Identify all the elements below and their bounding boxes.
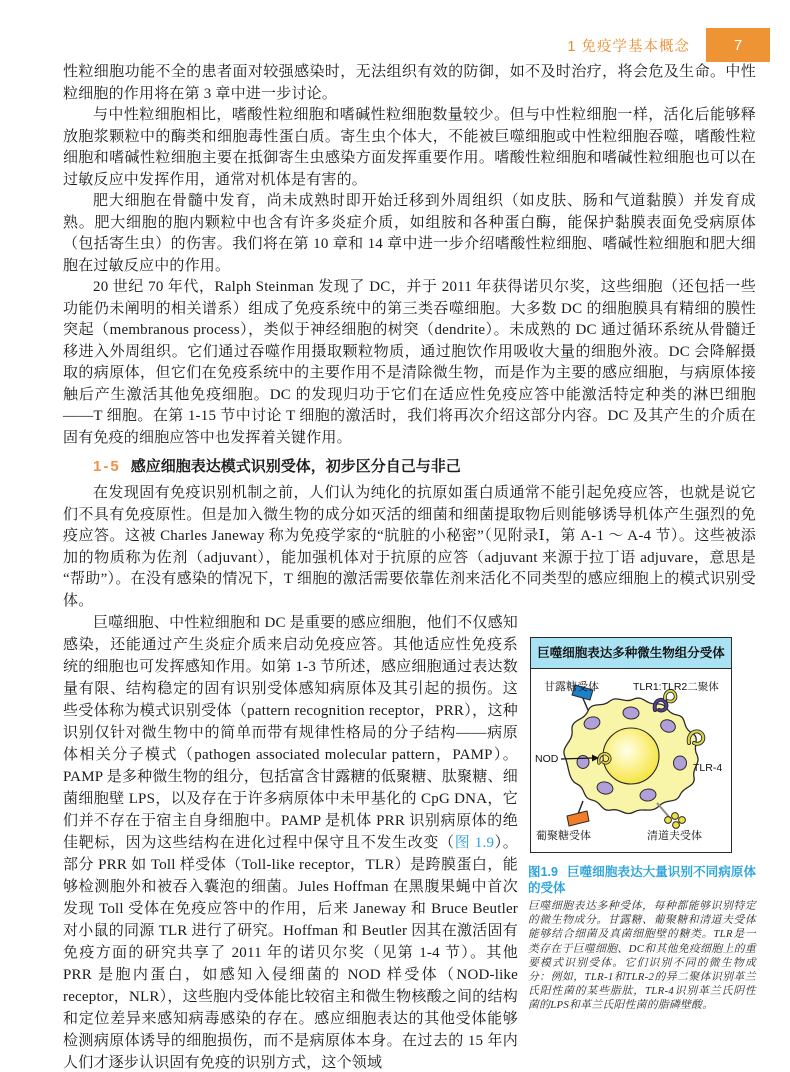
text-column (63, 612, 518, 1072)
scavenger-receptor-label: 清道夫受体 (647, 830, 702, 842)
figure-1-9-panel (530, 637, 732, 853)
nod-label: NOD (535, 753, 559, 765)
running-head (567, 28, 770, 62)
body-paragraph-5: 在发现固有免疫识别机制之前，人们认为纯化的抗原如蛋白质通常不能引起免疫应答，也就是说它们不具有免疫原性。但是加入微生物的成分如灭活的细菌和细菌提取物后则能够诱导机体产生强烈的免疫应答。这被 Charles Janeway 称为免疫学家的“肮脏的小秘密”（见附录Ⅰ，第 A-1 ～ A-4 节）。这些被添加的物质称为佐剂（adjuvant），能加强机体对于抗原的应答（adjuvant 来源于拉丁语 adjuvare，意思是“帮助”）。在没有感染的情况下，T 细胞的激活需要依靠佐剂来活化不同类型的感应细胞上的模式识别受体。 (63, 485, 756, 609)
page-content (63, 62, 756, 1072)
dextran-receptor-icon (567, 801, 589, 826)
figure-1-9-crossref-link[interactable]: 图 1.9 (454, 835, 495, 851)
tlr4-label: TLR-4 (693, 762, 723, 774)
body-paragraph-1: 性粒细胞功能不全的患者面对较强感染时，无法组织有效的防御，如不及时治疗，将会危及生命。中性粒细胞的作用将在第 3 章中进一步讨论。 (63, 64, 756, 102)
body-paragraph-3: 肥大细胞在骨髓中发育，尚未成熟时即开始迁移到外周组织（如皮肤、肠和气道黏膜）并发育成熟。肥大细胞的胞内颗粒中也含有许多炎症介质，如组胺和各种蛋白酶，能保护黏膜表面免受病原体（包括寄生虫）的伤害。我们将在第 10 章和 14 章中进一步介绍嗜酸性粒细胞、嗜碱性粒细胞和肥大细胞在过敏反应中的作用。 (63, 193, 756, 274)
dextran-receptor-label: 葡聚糖受体 (536, 830, 591, 842)
body-paragraph-2: 与中性粒细胞相比，嗜酸性粒细胞和嗜碱性粒细胞数量较少。但与中性粒细胞一样，活化后能够释放胞浆颗粒中的酶类和细胞毒性蛋白质。寄生虫个体大，不能被巨噬细胞或中性粒细胞吞噬，嗜酸性粒细胞和嗜碱性粒细胞主要在抵御寄生虫感染方面发挥重要作用。嗜酸性粒细胞和嗜碱性粒细胞也可以在过敏反应中发挥作用，通常对机体是有害的。 (63, 107, 756, 188)
figure-panel-title: 巨噬细胞表达多种微生物组分受体 (531, 638, 731, 669)
page-number-badge: 7 (706, 28, 770, 62)
paragraph-6-text-before: 巨噬细胞、中性粒细胞和 DC 是重要的感应细胞，他们不仅感知感染，还能通过产生炎症介质来启动免疫应答。其他适应性免疫系统的细胞也可发挥感知作用。如第 1-3 节所述，感应细胞通过表达数量有限、结构稳定的固有识别受体感知病原体及其引起的损伤。这些受体称为模式识别受体（pattern recognition receptor，PRR），这种识别仅针对微生物中的简单而带有规律性格局的分子结构——病原体相关分子模式（pathogen associated molecular pattern，PAMP）。PAMP 是多种微生物的组分，包括富含甘露糖的低聚糖、肽聚糖、细菌细胞壁 LPS，以及存在于许多病原体中未甲基化的 CpG DNA，它们并不存在于宿主自身细胞中。PAMP 是机体 PRR 识别病原体的绝佳靶标，因为这些结构在进化过程中保守且不发生改变（ (63, 615, 518, 851)
body-paragraph-6 (63, 612, 518, 1072)
section-title: 感应细胞表达模式识别受体，初步区分自己与非己 (130, 458, 461, 475)
figure-caption-body: 巨噬细胞表达多种受体，每种都能够识别特定的微生物成分。甘露糖、葡聚糖和清道夫受体能够结合细菌及真菌细胞壁的糖类。TLR是一类存在于巨噬细胞、DC和其他免疫细胞上的重要模式识别受体。它们识别不同的微生物成分：例如，TLR-1和TLR-2的异二聚体识别革兰氏阳性菌的某些脂肽，TLR-4识别革兰氏阴性菌的LPS和革兰氏阳性菌的脂磷壁酸。 (528, 900, 756, 1012)
figure-caption-title: 巨噬细胞表达大量识别不同病原体的受体 (528, 865, 756, 895)
body-paragraph-4: 20 世纪 70 年代，Ralph Steinman 发现了 DC，并于 2011 年获得诺贝尔奖，这些细胞（还包括一些功能仍未阐明的相关谱系）组成了免疫系统中的第三类吞噬细胞。大多数 DC 的细胞膜具有精细的膜性突起（membranous process），类似于神经细胞的树突（dendrite）。未成熟的 DC 通过循环系统从骨髓迁移进入外周组织。它们通过吞噬作用摄取颗粒物质，通过胞饮作用吸收大量的细胞外液。DC 会降解摄取的病原体，但它们在免疫系统中的主要作用不是清除微生物，而是作为主要的感应细胞，与病原体接触后产生激活其他免疫细胞。DC 的发现归功于它们在适应性免疫应答中能激活特定种类的淋巴细胞——T 细胞。在第 1-15 节中讨论 T 细胞的激活时，我们将再次介绍这部分内容。DC 及其产生的介质在固有免疫的细胞应答中也发挥着关键作用。 (63, 279, 756, 446)
macrophage-diagram-svg (531, 669, 731, 852)
chapter-title: 1 免疫学基本概念 (567, 38, 690, 55)
cell-nucleus (603, 728, 659, 784)
paragraph-6-text-after: ）。部分 PRR 如 Toll 样受体（Toll-like receptor，TLR）是跨膜蛋白，能够检测胞外和被吞入囊泡的细菌。Jules Hoffman 在黑腹果蝇中首次发现 Toll 受体在免疫应答中的作用，后来 Janeway 和 Bruce Beutler 对小鼠的同源 TLR 进行了研究。Hoffman 和 Beutler 因其在激活固有免疫方面的研究共享了 2011 年的诺贝尔奖（见第 1-4 节）。其他 PRR 是胞内蛋白，如感知入侵细菌的 NOD 样受体（NOD-like receptor，NLR），这些胞内受体能比较宿主和微生物核酸之间的结构和定位差异来感知病毒感染的存在。感应细胞表达的其他受体能够检测病原体诱导的细胞损伤，而不是病原体本身。在过去的 15 年内人们才逐步认识固有免疫的识别方式，这个领域 (63, 835, 518, 1071)
scavenger-receptor-icon (657, 803, 685, 828)
figure-caption-label: 图1.9 (528, 865, 558, 879)
section-number: 1-5 (93, 458, 121, 475)
two-column-zone (63, 612, 756, 1072)
mannose-receptor-label: 甘露糖受体 (544, 681, 599, 693)
section-heading (63, 456, 756, 478)
figure-column (528, 612, 756, 1013)
figure-diagram (531, 669, 731, 852)
tlr1-tlr2-label: TLR1:TLR2二聚体 (633, 681, 719, 693)
figure-caption-heading (528, 864, 756, 896)
